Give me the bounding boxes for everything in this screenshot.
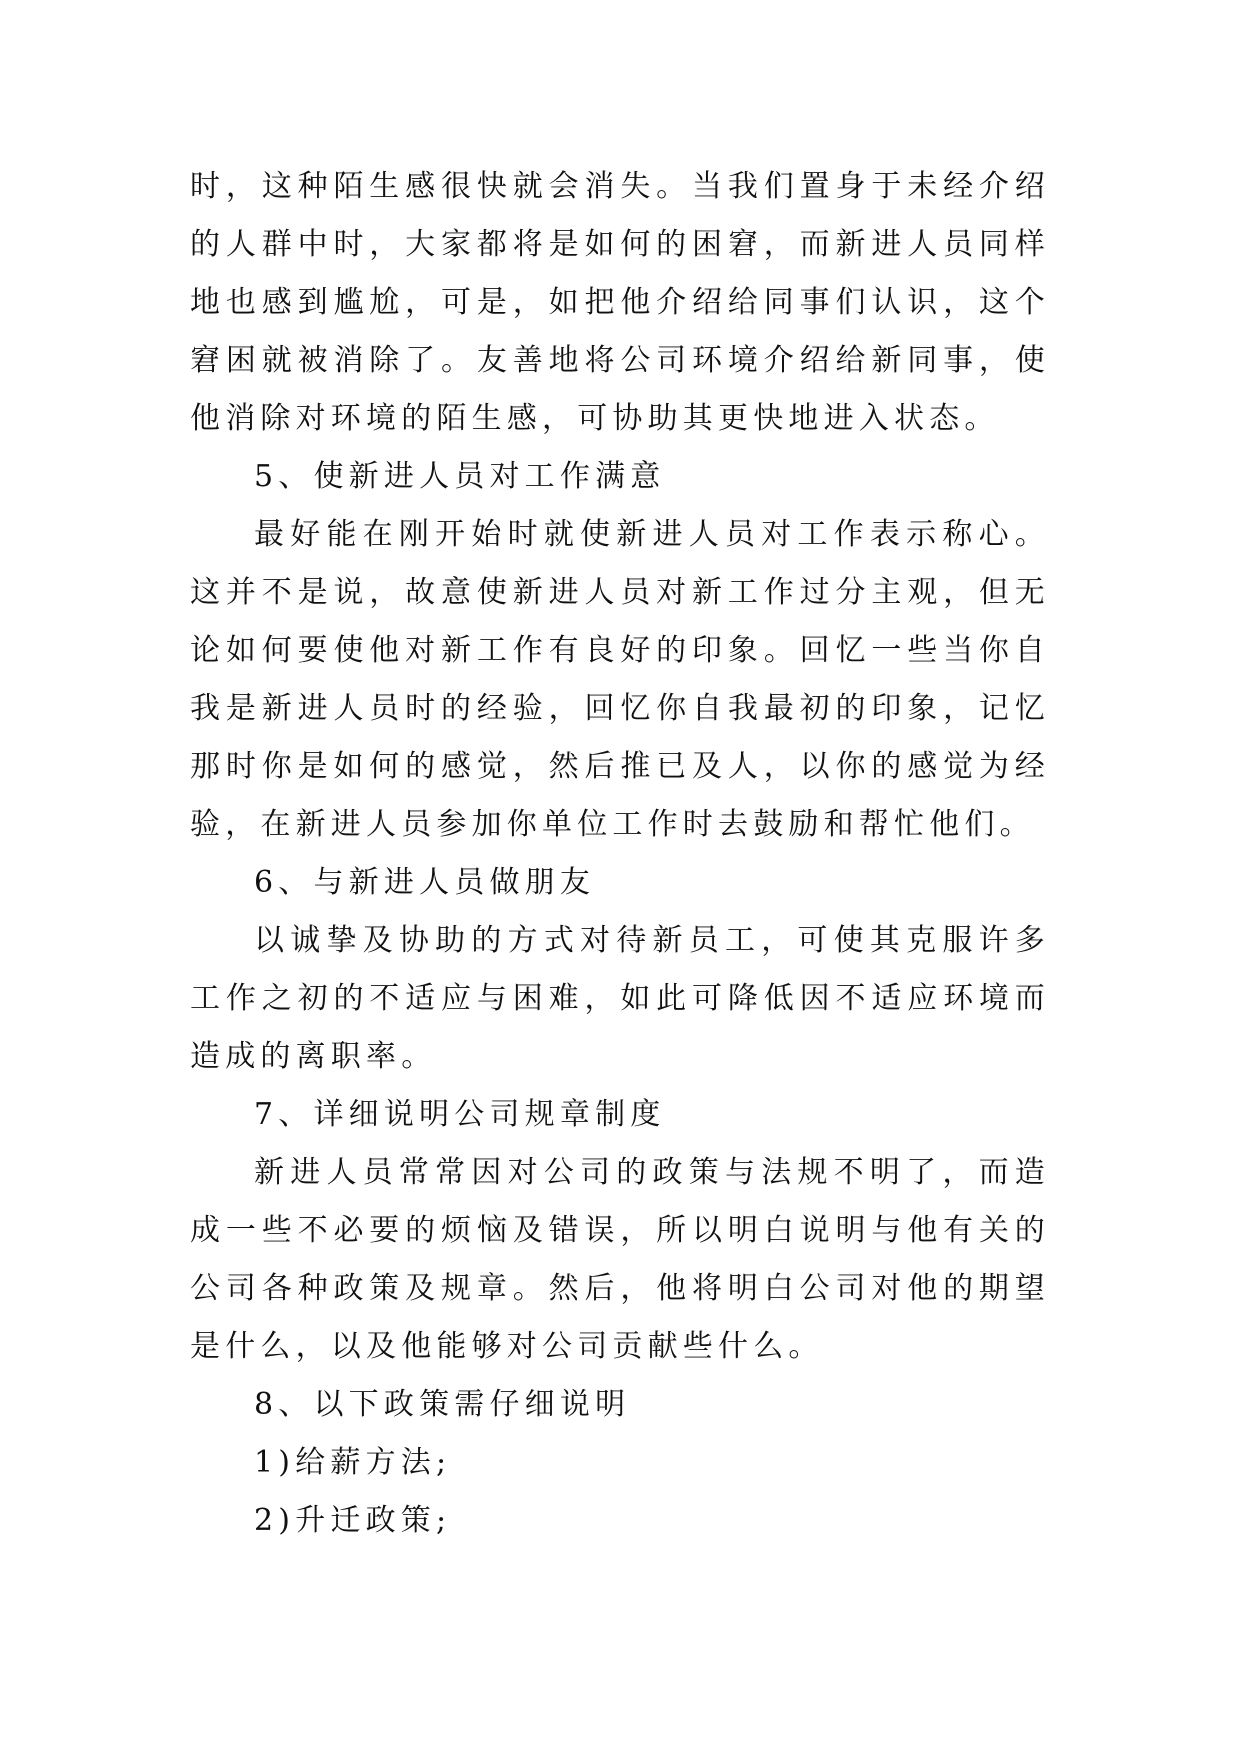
list-item-2: 2)升迁政策; [254,1503,452,1538]
section-heading-7: 7、详细说明公司规章制度 [254,1097,666,1132]
paragraph-7: 新进人员常常因对公司的政策与法规不明了，而造成一些不必要的烦恼及错误，所以明白说明与他有关的公司各种政策及规章。然后，他将明白公司对他的期望是什么，以及他能够对公司贡献些什么。 [190,1155,1050,1364]
section-heading-5: 5、使新进人员对工作满意 [254,459,666,494]
document-page [190,158,1050,1550]
paragraph-6: 以诚挚及协助的方式对待新员工，可使其克服许多工作之初的不适应与困难，如此可降低因不适应环境而造成的离职率。 [190,923,1050,1074]
section-heading-8: 8、以下政策需仔细说明 [254,1387,631,1422]
list-item-1: 1)给薪方法; [254,1445,452,1480]
paragraph-continued: 时，这种陌生感很快就会消失。当我们置身于未经介绍的人群中时，大家都将是如何的困窘，而新进人员同样地也感到尴尬，可是，如把他介绍给同事们认识，这个窘困就被消除了。友善地将公司环境介绍给新同事，使他消除对环境的陌生感，可协助其更快地进入状态。 [190,169,1050,436]
section-heading-6: 6、与新进人员做朋友 [254,865,596,900]
paragraph-5: 最好能在刚开始时就使新进人员对工作表示称心。这并不是说，故意使新进人员对新工作过分主观，但无论如何要使他对新工作有良好的印象。回忆一些当你自我是新进人员时的经验，回忆你自我最初的印象，记忆那时你是如何的感觉，然后推已及人，以你的感觉为经验，在新进人员参加你单位工作时去鼓励和帮忙他们。 [190,517,1050,842]
